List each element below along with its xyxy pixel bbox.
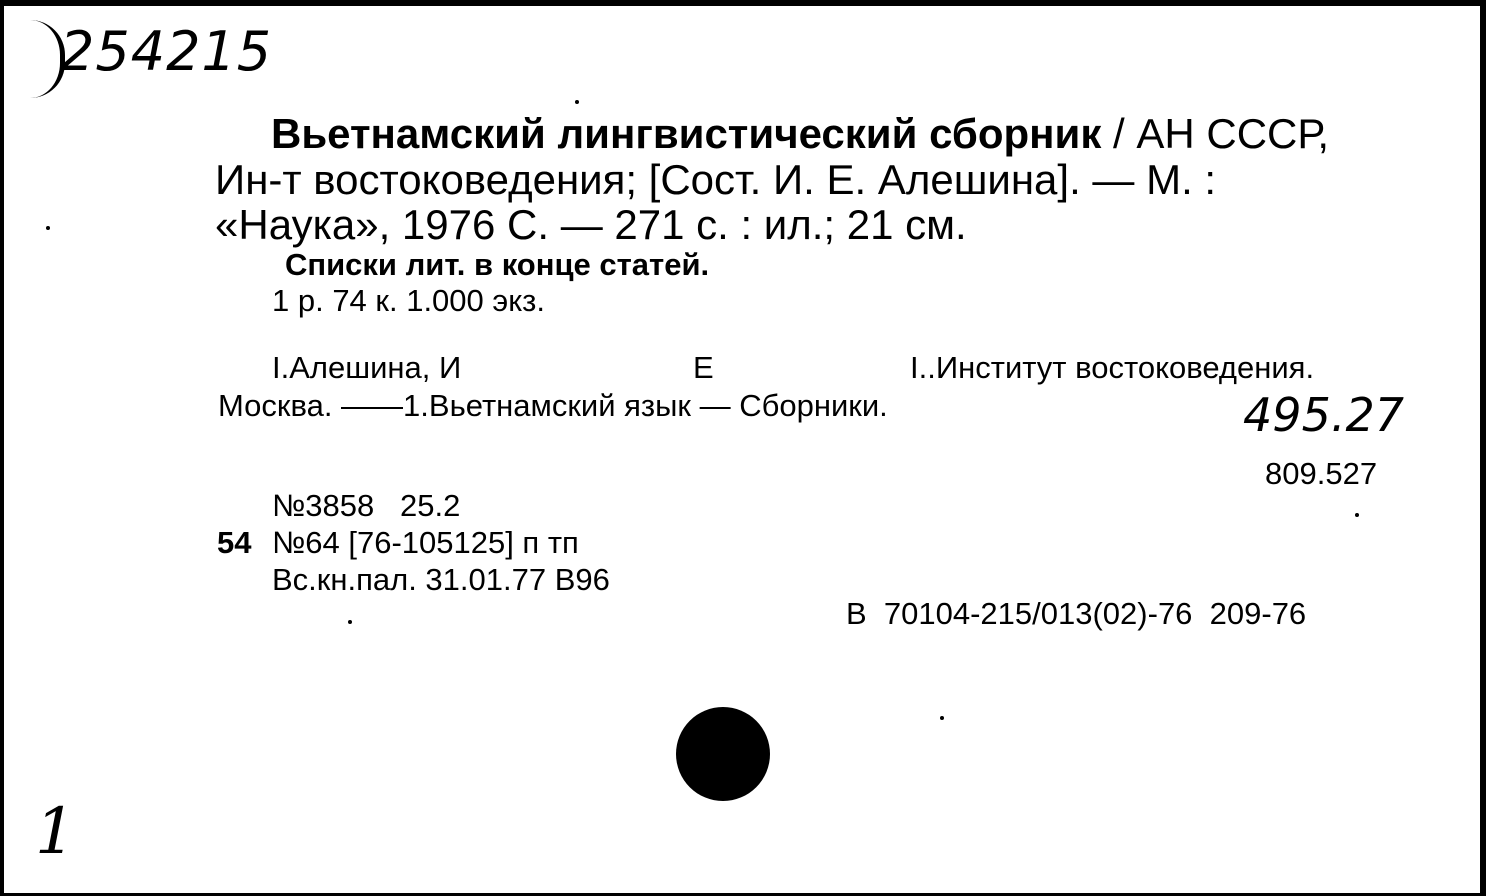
title-line-3: «Наука», 1976 С. — 271 с. : ил.; 21 см. [215, 201, 967, 248]
registration-prefix: 54 [217, 525, 252, 560]
speck [940, 716, 944, 720]
title-line-2: Ин-т востоковедения; [Сост. И. Е. Алешина]. — М. : [215, 156, 1217, 203]
tracing-initial: Е [693, 350, 714, 385]
publisher-code: В 70104-215/013(02)-76 209-76 [846, 596, 1307, 631]
note-price-copies: 1 р. 74 к. 1.000 экз. [272, 283, 545, 318]
title-line-1 [271, 112, 1329, 156]
handwritten-mark: 1 [35, 795, 76, 869]
registration-line-1: №3858 25.2 [272, 488, 461, 523]
punch-hole [676, 707, 770, 801]
speck [1355, 513, 1359, 517]
card-top-edge [0, 0, 1486, 6]
tracing-subject: Москва. ——1.Вьетнамский язык — Сборники. [218, 388, 888, 423]
registration-line-2: №64 [76-105125] п тп [272, 525, 579, 560]
speck [575, 100, 579, 104]
card-right-edge [1480, 0, 1486, 896]
title-responsibility: / АН СССР, [1101, 110, 1330, 157]
title-bold: Вьетнамский лингвистический сборник [271, 110, 1102, 157]
handwritten-class-index: 495.27 [1243, 388, 1404, 442]
registration-line-3: Вс.кн.пал. 31.01.77 В96 [272, 562, 610, 597]
note-bibliography: Списки лит. в конце статей. [285, 247, 710, 282]
handwritten-accession-number: 254215 [60, 20, 273, 83]
speck [46, 226, 50, 230]
tracing-institute: I..Институт востоковедения. [910, 350, 1315, 385]
udc-number: 809.527 [1265, 456, 1378, 491]
card-left-edge [0, 0, 4, 896]
speck [348, 620, 352, 624]
tracing-author: I.Алешина, И [272, 350, 462, 385]
